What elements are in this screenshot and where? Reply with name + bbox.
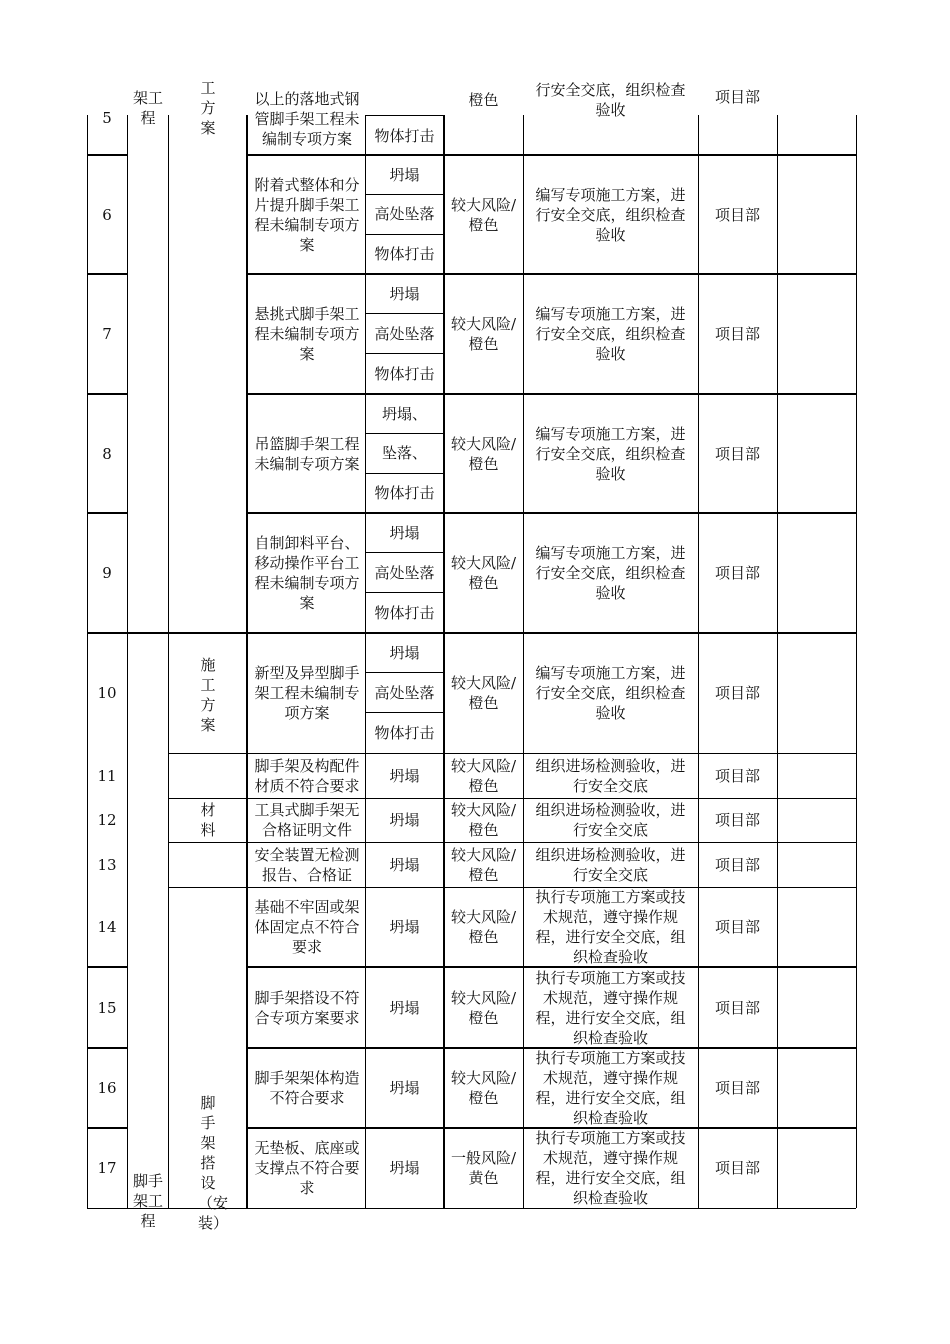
control-measure — [529, 967, 692, 1048]
row-number — [87, 1128, 127, 1208]
risk-level-text: 较大风险/橙色 — [450, 674, 517, 712]
row-number-text: 12 — [97, 811, 117, 829]
risk-level — [444, 753, 523, 798]
hazard-type-text: 坍塌 — [389, 165, 420, 184]
control-measure-text: 编写专项施工方案，进行安全交底，组织检查验收 — [535, 305, 686, 363]
hazard-item-text: 附着式整体和分片提升脚手架工程未编制专项方案 — [254, 175, 360, 254]
hazard-item-text: 以上的落地式钢管脚手架工程未编制专项方案 — [254, 90, 360, 148]
row-number-text: 6 — [102, 205, 112, 224]
row-number — [87, 274, 127, 394]
hazard-item-text: 无垫板、底座或支撑点不符合要求 — [254, 1139, 360, 1197]
row-number-text: 5 — [102, 108, 112, 127]
risk-level-text: 较大风险/橙色 — [450, 801, 517, 839]
hazard-type — [365, 713, 444, 753]
responsible-dept-text: 项目部 — [714, 444, 760, 463]
category-main-bottom — [128, 1168, 168, 1234]
col-border-right — [856, 115, 857, 1208]
hazard-type-text: 坍塌 — [389, 811, 420, 829]
group-border-setup — [168, 887, 247, 888]
row-number — [87, 753, 127, 798]
row-number — [87, 155, 127, 274]
risk-level — [444, 80, 523, 120]
control-measure — [529, 842, 692, 887]
risk-level-text: 较大风险/橙色 — [450, 315, 517, 353]
hazard-item-text: 基础不牢固或架体固定点不符合要求 — [254, 898, 360, 956]
row-number-text: 9 — [102, 564, 112, 582]
hazard-item — [250, 1128, 364, 1208]
risk-level — [444, 513, 523, 633]
control-measure — [529, 798, 692, 842]
row-number-text: 16 — [97, 1079, 117, 1097]
risk-level-text: 橙色 — [468, 91, 499, 109]
control-measure-text: 执行专项施工方案或技术规范，遵守操作规程，进行安全交底，组织检查验收 — [535, 968, 686, 1047]
hazard-type-text: 物体打击 — [374, 245, 435, 264]
category-main-top-text: 架工程 — [132, 89, 163, 127]
risk-level-text: 较大风险/橙色 — [450, 434, 517, 473]
responsible-dept-text: 项目部 — [714, 1079, 760, 1097]
responsible-dept — [698, 967, 777, 1048]
hazard-type — [365, 593, 444, 633]
col-border — [523, 115, 524, 1208]
hazard-type — [365, 753, 444, 798]
responsible-dept-text: 项目部 — [714, 811, 760, 829]
risk-level-text: 较大风险/橙色 — [450, 988, 517, 1027]
category-sub-top — [188, 78, 228, 138]
hazard-type-text: 坍塌 — [389, 998, 420, 1017]
control-measure-text: 组织进场检测验收，进行安全交底 — [535, 845, 686, 884]
responsible-dept — [698, 887, 777, 967]
risk-level — [444, 842, 523, 887]
hazard-item-text: 安全装置无检测报告、合格证 — [254, 845, 360, 884]
hazard-item — [250, 633, 364, 753]
col-border — [127, 115, 128, 1208]
row-number — [87, 842, 127, 887]
hazard-item — [250, 887, 364, 967]
hazard-item-text: 工具式脚手架无合格证明文件 — [254, 801, 360, 839]
hazard-type-text: 坠落、 — [381, 444, 427, 463]
hazard-type-text: 坍塌 — [389, 1159, 420, 1177]
hazard-type-text: 坍塌 — [389, 918, 420, 936]
hazard-type — [365, 394, 444, 434]
hazard-type — [365, 155, 444, 195]
category-sub-construction-plan — [188, 650, 228, 740]
hazard-type — [365, 1048, 444, 1128]
control-measure — [529, 753, 692, 798]
risk-level — [444, 633, 523, 753]
risk-level-text: 一般风险/黄色 — [450, 1149, 517, 1187]
hazard-type-text: 坍塌 — [389, 524, 420, 542]
risk-level — [444, 798, 523, 842]
risk-level — [444, 1128, 523, 1208]
row-number-text: 14 — [97, 918, 117, 936]
hazard-item-text: 自制卸料平台、移动操作平台工程未编制专项方案 — [254, 534, 360, 612]
hazard-type-text: 物体打击 — [374, 724, 435, 742]
risk-level — [444, 967, 523, 1048]
row-number — [87, 633, 127, 753]
responsible-dept — [698, 274, 777, 394]
control-measure — [529, 513, 692, 633]
hazard-type-text: 高处坠落 — [374, 325, 435, 343]
row-number — [87, 967, 127, 1048]
risk-level — [444, 394, 523, 513]
hazard-type — [365, 274, 444, 314]
hazard-item — [250, 1048, 364, 1128]
hazard-item — [250, 394, 364, 513]
risk-level-text: 较大风险/橙色 — [450, 554, 517, 592]
control-measure-text: 执行专项施工方案或技术规范，遵守操作规程，进行安全交底，组织检查验收 — [535, 1049, 686, 1127]
responsible-dept — [698, 513, 777, 633]
category-sub-construction-plan-text: 施工方案 — [200, 656, 216, 734]
control-measure — [529, 1048, 692, 1128]
hazard-type — [365, 798, 444, 842]
row-number-text: 17 — [97, 1159, 117, 1177]
responsible-dept-text: 项目部 — [714, 998, 760, 1017]
row-number-text: 11 — [97, 766, 117, 785]
hazard-type-text: 高处坠落 — [374, 205, 435, 224]
hazard-type — [365, 354, 444, 394]
hazard-type-text: 坍塌、 — [381, 404, 427, 423]
control-measure-text: 编写专项施工方案，进行安全交底，组织检查验收 — [535, 424, 686, 483]
control-measure — [529, 1128, 692, 1208]
responsible-dept — [698, 155, 777, 274]
hazard-type — [365, 967, 444, 1048]
row-number-text: 13 — [97, 855, 117, 874]
responsible-dept — [698, 633, 777, 753]
responsible-dept — [698, 394, 777, 513]
hazard-item — [250, 274, 364, 394]
control-measure-text: 组织进场检测验收，进行安全交底 — [535, 801, 686, 839]
category-sub-top-text: 工方案 — [200, 79, 216, 137]
hazard-type-text: 坍塌 — [389, 644, 420, 662]
row-number — [87, 394, 127, 513]
control-measure-text: 编写专项施工方案，进行安全交底，组织检查验收 — [535, 544, 686, 602]
hazard-item — [250, 753, 364, 798]
risk-level — [444, 887, 523, 967]
hazard-type — [365, 434, 444, 474]
hazard-type — [365, 633, 444, 673]
hazard-item-text: 脚手架及构配件材质不符合要求 — [254, 756, 360, 795]
control-measure — [529, 887, 692, 967]
col-border — [246, 115, 248, 1208]
control-measure-text: 行安全交底，组织检查验收 — [535, 81, 686, 119]
hazard-type — [365, 473, 444, 513]
responsible-dept-text: 项目部 — [714, 766, 760, 785]
responsible-dept — [698, 842, 777, 887]
category-sub-setup-text: 脚手架搭设（安装） — [198, 1093, 229, 1232]
control-measure-text: 组织进场检测验收，进行安全交底 — [535, 756, 686, 795]
hazard-type — [365, 195, 444, 235]
hazard-type — [365, 1128, 444, 1208]
row-number-text: 7 — [102, 325, 112, 343]
hazard-type-text: 坍塌 — [389, 1079, 420, 1097]
hazard-type-text: 高处坠落 — [374, 684, 435, 702]
control-measure-text: 执行专项施工方案或技术规范，遵守操作规程，进行安全交底，组织检查验收 — [535, 1129, 686, 1207]
hazard-item — [250, 842, 364, 887]
group-border — [127, 632, 247, 634]
hazard-type — [365, 314, 444, 354]
hazard-item — [250, 967, 364, 1048]
hazard-type-text: 坍塌 — [389, 285, 420, 303]
hazard-item — [250, 155, 364, 274]
hazard-item-text: 脚手架搭设不符合专项方案要求 — [254, 988, 360, 1027]
risk-level — [444, 274, 523, 394]
risk-level-text: 较大风险/橙色 — [450, 756, 517, 795]
control-measure — [529, 80, 692, 120]
responsible-dept-text: 项目部 — [714, 918, 760, 936]
hazard-type-text: 物体打击 — [374, 126, 435, 145]
col-border — [777, 115, 778, 1208]
control-measure — [529, 274, 692, 394]
hazard-item — [250, 80, 364, 158]
col-border — [168, 115, 169, 1208]
row-number — [87, 80, 127, 155]
hazard-item — [250, 513, 364, 633]
category-sub-material-text: 材料 — [200, 801, 216, 839]
responsible-dept-text: 项目部 — [714, 684, 760, 702]
hazard-type — [365, 887, 444, 967]
control-measure-text: 编写专项施工方案，进行安全交底，组织检查验收 — [535, 664, 686, 722]
responsible-dept-text: 项目部 — [714, 564, 760, 582]
category-sub-material — [188, 798, 228, 842]
hazard-item-text: 悬挑式脚手架工程未编制专项方案 — [254, 305, 360, 363]
responsible-dept — [698, 798, 777, 842]
group-border-material — [168, 753, 247, 754]
risk-level-text: 较大风险/橙色 — [450, 195, 517, 234]
row-number — [87, 887, 127, 967]
control-measure — [529, 633, 692, 753]
hazard-type-text: 坍塌 — [389, 766, 420, 785]
hazard-type — [365, 116, 444, 155]
hazard-type-text: 物体打击 — [374, 484, 435, 503]
responsible-dept-text: 项目部 — [714, 325, 760, 343]
hazard-type — [365, 234, 444, 274]
category-sub-setup — [188, 1075, 228, 1250]
control-measure-text: 执行专项施工方案或技术规范，遵守操作规程，进行安全交底，组织检查验收 — [535, 888, 686, 966]
control-measure-text: 编写专项施工方案，进行安全交底，组织检查验收 — [535, 185, 686, 244]
row-number — [87, 513, 127, 633]
risk-level-text: 较大风险/橙色 — [450, 845, 517, 884]
row-number — [87, 1048, 127, 1128]
hazard-item-text: 新型及异型脚手架工程未编制专项方案 — [254, 664, 360, 722]
responsible-dept-text: 项目部 — [714, 1159, 760, 1177]
row-number-text: 10 — [97, 684, 117, 702]
responsible-dept-text: 项目部 — [714, 205, 760, 224]
risk-level — [444, 1048, 523, 1128]
category-main-top — [128, 86, 168, 130]
responsible-dept-text: 项目部 — [714, 855, 760, 874]
responsible-dept — [698, 1048, 777, 1128]
hazard-type — [365, 673, 444, 713]
row-number-text: 15 — [97, 998, 117, 1017]
responsible-dept — [698, 1128, 777, 1208]
responsible-dept-text: 项目部 — [714, 88, 760, 106]
hazard-type-text: 坍塌 — [389, 855, 420, 874]
row-number-text: 8 — [102, 444, 112, 463]
risk-level-text: 较大风险/橙色 — [450, 1069, 517, 1107]
hazard-type-text: 高处坠落 — [374, 564, 435, 582]
responsible-dept — [698, 753, 777, 798]
hazard-type-text: 物体打击 — [374, 604, 435, 622]
control-measure — [529, 394, 692, 513]
hazard-type — [365, 513, 444, 553]
hazard-item-text: 吊篮脚手架工程未编制专项方案 — [254, 434, 360, 473]
category-main-bottom-text: 脚手架工程 — [132, 1172, 163, 1230]
hazard-type — [365, 553, 444, 593]
row-number — [87, 798, 127, 842]
hazard-item-text: 脚手架架体构造不符合要求 — [254, 1069, 360, 1107]
hazard-item — [250, 798, 364, 842]
hazard-type-text: 物体打击 — [374, 365, 435, 383]
control-measure — [529, 155, 692, 274]
hazard-type — [365, 842, 444, 887]
risk-level — [444, 155, 523, 274]
risk-level-text: 较大风险/橙色 — [450, 908, 517, 946]
responsible-dept — [698, 80, 777, 114]
